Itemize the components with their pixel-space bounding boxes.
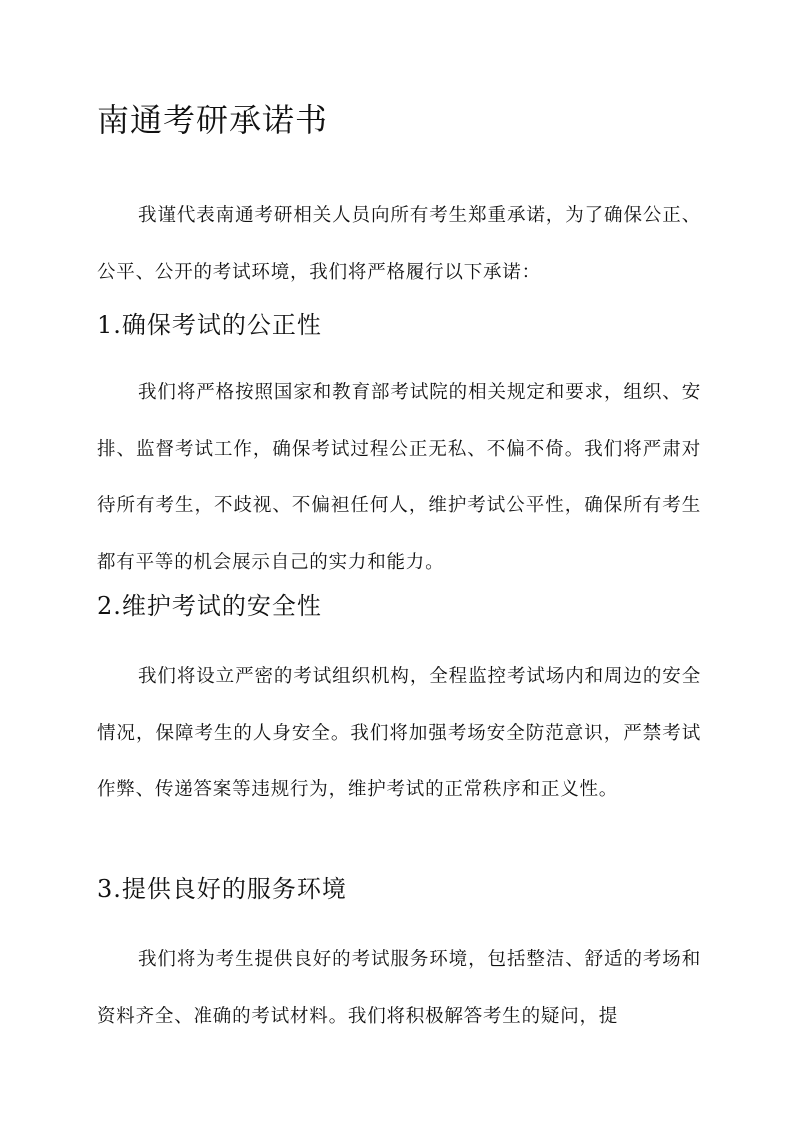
section-2-body: 我们将设立严密的考试组织机构，全程监控考试场内和周边的安全情况，保障考生的人身安全。我们将加强考场安全防范意识，严禁考试作弊、传递答案等违规行为，维护考试的正常秩序和正义性。	[97, 666, 701, 800]
intro-paragraph: 我谨代表南通考研相关人员向所有考生郑重承诺，为了确保公正、公平、公开的考试环境，我们将严格履行以下承诺：	[97, 205, 701, 283]
document-title: 南通考研承诺书	[97, 101, 329, 139]
section-1-heading: 1.确保考试的公正性	[97, 311, 322, 339]
section-1-body: 我们将严格按照国家和教育部考试院的相关规定和要求，组织、安排、监督考试工作，确保考试过程公正无私、不偏不倚。我们将严肃对待所有考生，不歧视、不偏袒任何人，维护考试公平性，确保所有考生都有平等的机会展示自己的实力和能力。	[97, 382, 701, 573]
section-2-heading: 2.维护考试的安全性	[97, 592, 322, 620]
section-3-body: 我们将为考生提供良好的考试服务环境，包括整洁、舒适的考场和资料齐全、准确的考试材料。我们将积极解答考生的疑问，提	[97, 949, 701, 1027]
section-3-heading: 3.提供良好的服务环境	[97, 875, 347, 903]
